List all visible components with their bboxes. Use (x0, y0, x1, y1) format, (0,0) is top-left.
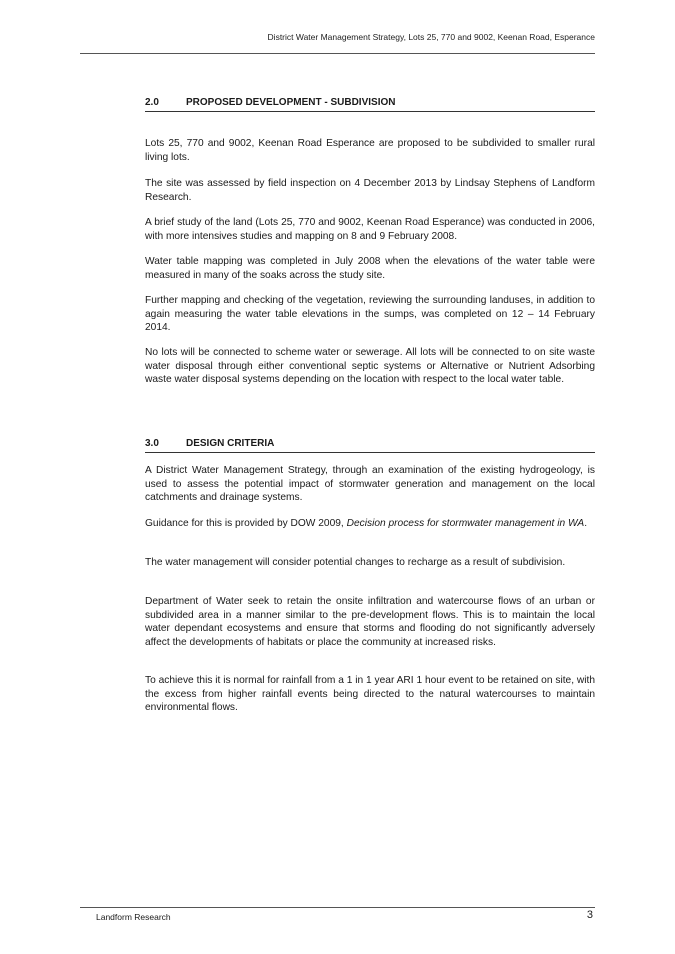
paragraph: No lots will be connected to scheme water or sewerage. All lots will be connected to on site waste water disposal through either conventional septic systems or Alternative or Nutrient Adsorbing waste water disposal systems depending on the location with respect to the local water table. (145, 347, 595, 385)
paragraph: The site was assessed by field inspection on 4 December 2013 by Lindsay Stephens of Landform Research. (145, 178, 595, 203)
guidance-period: . (584, 518, 588, 529)
header-rule (80, 53, 595, 54)
section-3-heading (145, 437, 595, 453)
section-title: PROPOSED DEVELOPMENT - SUBDIVISION (186, 97, 396, 108)
section-title: DESIGN CRITERIA (186, 438, 275, 449)
footer-rule (80, 907, 595, 908)
guidance-text: Guidance for this is provided by DOW 2009, (145, 518, 347, 529)
paragraph: A brief study of the land (Lots 25, 770 and 9002, Keenan Road Esperance) was conducted in 2006, with more intensives studies and mapping on 8 and 9 February 2008. (145, 217, 595, 242)
section-2-heading (145, 96, 595, 112)
paragraph: Water table mapping was completed in July 2008 when the elevations of the water table were measured in many of the soaks across the study site. (145, 256, 595, 281)
paragraph: A District Water Management Strategy, through an examination of the existing hydrogeology, is used to assess the potential impact of stormwater generation and management on the local catchments and drainage systems. (145, 465, 595, 503)
paragraph: Further mapping and checking of the vegetation, reviewing the surrounding landuses, in addition to again measuring the water table elevations in the sumps, was completed on 12 – 14 February 2014. (145, 295, 595, 333)
paragraph: Lots 25, 770 and 9002, Keenan Road Esperance are proposed to be subdivided to smaller rural living lots. (145, 138, 595, 163)
paragraph: The water management will consider potential changes to recharge as a result of subdivision. (145, 557, 566, 568)
guidance-document-title: Decision process for stormwater management in WA (346, 518, 585, 529)
paragraph: Department of Water seek to retain the onsite infiltration and watercourse flows of an urban or subdivided area in a manner similar to the pre-development flows. This is to maintain the local water dependant ecosystems and ensure that storms and flooding do not significantly adversely affect the developments of habitats or place the community at increased risks. (145, 596, 595, 648)
running-header: District Water Management Strategy, Lots 25, 770 and 9002, Keenan Road, Esperance (267, 32, 595, 42)
paragraph-guidance (145, 517, 595, 531)
page-number: 3 (586, 909, 593, 921)
footer-company: Landform Research (96, 912, 171, 922)
section-number: 2.0 (145, 97, 159, 108)
section-number: 3.0 (145, 438, 159, 449)
paragraph: To achieve this it is normal for rainfall from a 1 in 1 year ARI 1 hour event to be retained on site, with the excess from higher rainfall events being directed to the natural watercourses to maintain environmental flows. (145, 675, 595, 713)
